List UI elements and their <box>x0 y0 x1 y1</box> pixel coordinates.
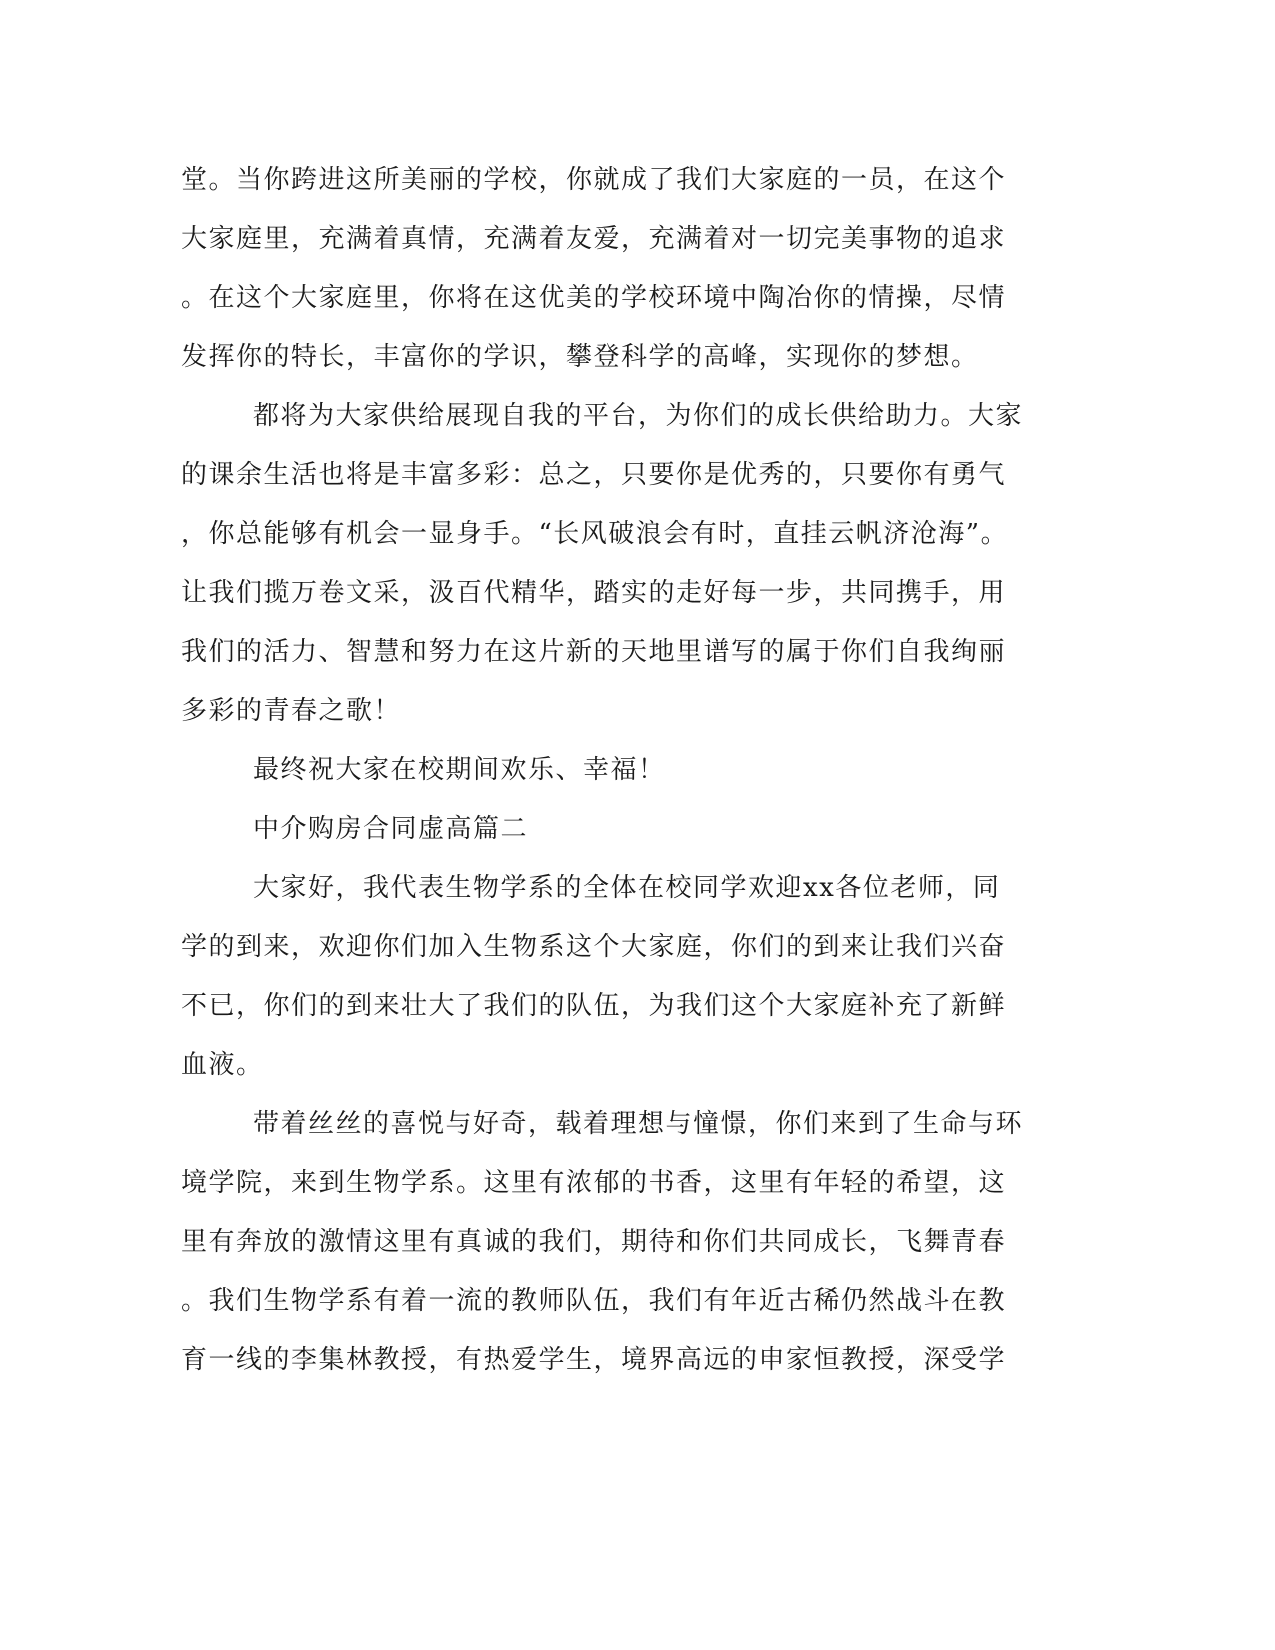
text-line: 堂。当你跨进这所美丽的学校，你就成了我们大家庭的一员，在这个 <box>181 165 1007 195</box>
text-line: 多彩的青春之歌！ <box>181 696 402 726</box>
paragraph-start-line: 最终祝大家在校期间欢乐、幸福！ <box>253 755 666 785</box>
paragraph-start-line: 大家好，我代表生物学系的全体在校同学欢迎xx各位老师，同 <box>253 873 1001 903</box>
text-line: ，你总能够有机会一显身手。“长风破浪会有时，直挂云帆济沧海”。 <box>181 519 1009 549</box>
text-line: 让我们揽万卷文采，汲百代精华，踏实的走好每一步，共同携手，用 <box>181 578 1007 608</box>
section-heading: 中介购房合同虚高篇二 <box>253 814 529 844</box>
text-line: 。我们生物学系有着一流的教师队伍，我们有年近古稀仍然战斗在教 <box>181 1286 1007 1316</box>
text-line: 不已，你们的到来壮大了我们的队伍，为我们这个大家庭补充了新鲜 <box>181 991 1007 1021</box>
text-line: 的课余生活也将是丰富多彩：总之，只要你是优秀的，只要你有勇气 <box>181 460 1007 490</box>
text-line: 我们的活力、智慧和努力在这片新的天地里谱写的属于你们自我绚丽 <box>181 637 1007 667</box>
text-line: 发挥你的特长，丰富你的学识，攀登科学的高峰，实现你的梦想。 <box>181 342 979 372</box>
text-line: 里有奔放的激情这里有真诚的我们，期待和你们共同成长，飞舞青春 <box>181 1227 1007 1257</box>
paragraph-start-line: 都将为大家供给展现自我的平台，为你们的成长供给助力。大家 <box>253 401 1024 431</box>
text-line: 境学院，来到生物学系。这里有浓郁的书香，这里有年轻的希望，这 <box>181 1168 1007 1198</box>
text-line: 。在这个大家庭里，你将在这优美的学校环境中陶冶你的情操，尽情 <box>181 283 1007 313</box>
text-line: 学的到来，欢迎你们加入生物系这个大家庭，你们的到来让我们兴奋 <box>181 932 1007 962</box>
paragraph-start-line: 带着丝丝的喜悦与好奇，载着理想与憧憬，你们来到了生命与环 <box>253 1109 1024 1139</box>
text-line: 育一线的李集林教授，有热爱学生，境界高远的申家恒教授，深受学 <box>181 1345 1007 1375</box>
text-line: 大家庭里，充满着真情，充满着友爱，充满着对一切完美事物的追求 <box>181 224 1007 254</box>
text-line: 血液。 <box>181 1050 264 1080</box>
